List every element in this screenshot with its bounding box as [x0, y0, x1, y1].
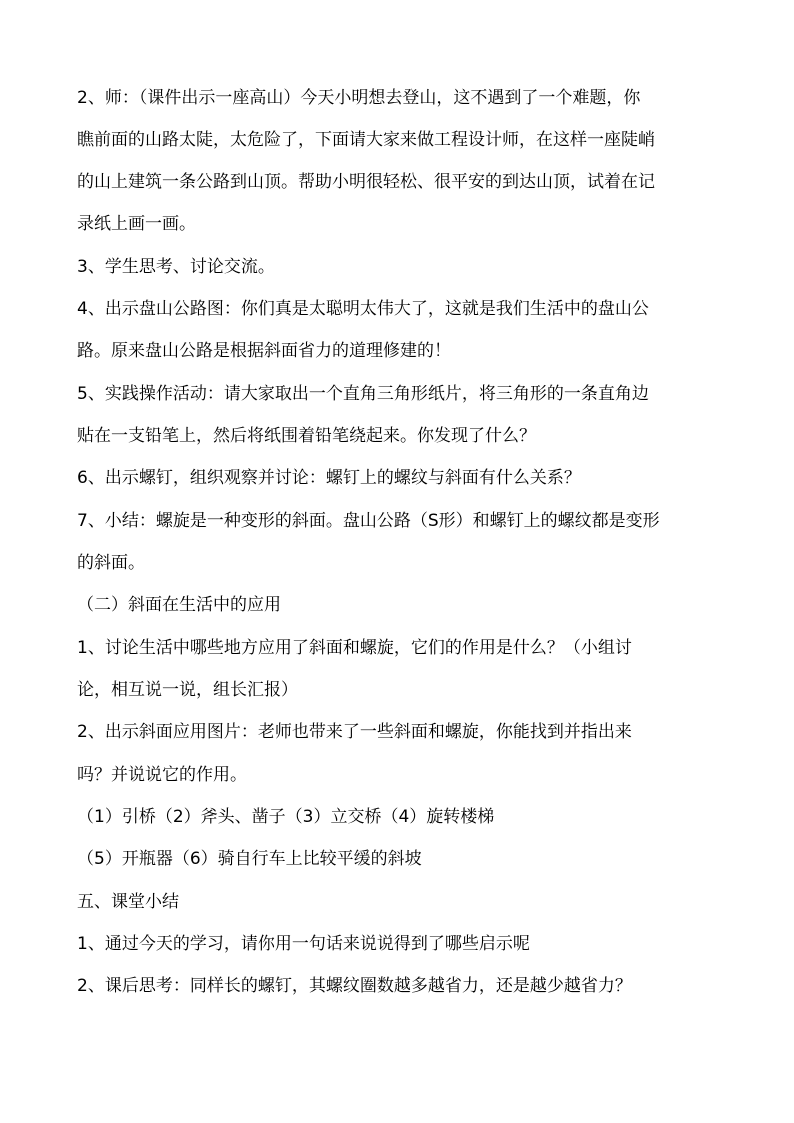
text-line: 2、师：（课件出示一座高山）今天小明想去登山，这不遇到了一个难题，你 — [77, 88, 641, 108]
text-line: 论，相互说一说，组长汇报） — [77, 680, 298, 700]
text-line: 的斜面。 — [77, 553, 145, 573]
text-line: 7、小结：螺旋是一种变形的斜面。盘山公路（S形）和螺钉上的螺纹都是变形 — [77, 511, 660, 531]
text-line: 录纸上画一画。 — [77, 214, 196, 234]
text-line: 2、出示斜面应用图片：老师也带来了一些斜面和螺旋，你能找到并指出来 — [77, 722, 632, 742]
text-line: （1）引桥（2）斧头、凿子（3）立交桥（4）旋转楼梯 — [77, 807, 495, 827]
text-line: 的山上建筑一条公路到山顶。帮助小明很轻松、很平安的到达山顶，试着在记 — [77, 172, 655, 192]
section-heading: （二）斜面在生活中的应用 — [77, 595, 281, 615]
text-line: 路。原来盘山公路是根据斜面省力的道理修建的！ — [77, 341, 451, 361]
text-line: 1、讨论生活中哪些地方应用了斜面和螺旋，它们的作用是什么？（小组讨 — [77, 638, 632, 658]
text-line: 2、课后思考：同样长的螺钉，其螺纹圈数越多越省力，还是越少越省力？ — [77, 976, 632, 996]
text-line: 瞧前面的山路太陡，太危险了，下面请大家来做工程设计师，在这样一座陡峭 — [77, 130, 655, 150]
text-line: 吗？并说说它的作用。 — [77, 765, 247, 785]
section-heading: 五、课堂小结 — [77, 892, 179, 912]
text-line: 6、出示螺钉，组织观察并讨论：螺钉上的螺纹与斜面有什么关系？ — [77, 468, 581, 488]
text-line: 贴在一支铅笔上，然后将纸围着铅笔绕起来。你发现了什么？ — [77, 426, 536, 446]
text-line: 3、学生思考、讨论交流。 — [77, 257, 275, 277]
text-line: （5）开瓶器（6）骑自行车上比较平缓的斜坡 — [77, 849, 422, 869]
text-line: 1、通过今天的学习，请你用一句话来说说得到了哪些启示呢 — [77, 934, 530, 954]
text-line: 5、实践操作活动：请大家取出一个直角三角形纸片，将三角形的一条直角边 — [77, 384, 649, 404]
text-line: 4、出示盘山公路图：你们真是太聪明太伟大了，这就是我们生活中的盘山公 — [77, 299, 649, 319]
